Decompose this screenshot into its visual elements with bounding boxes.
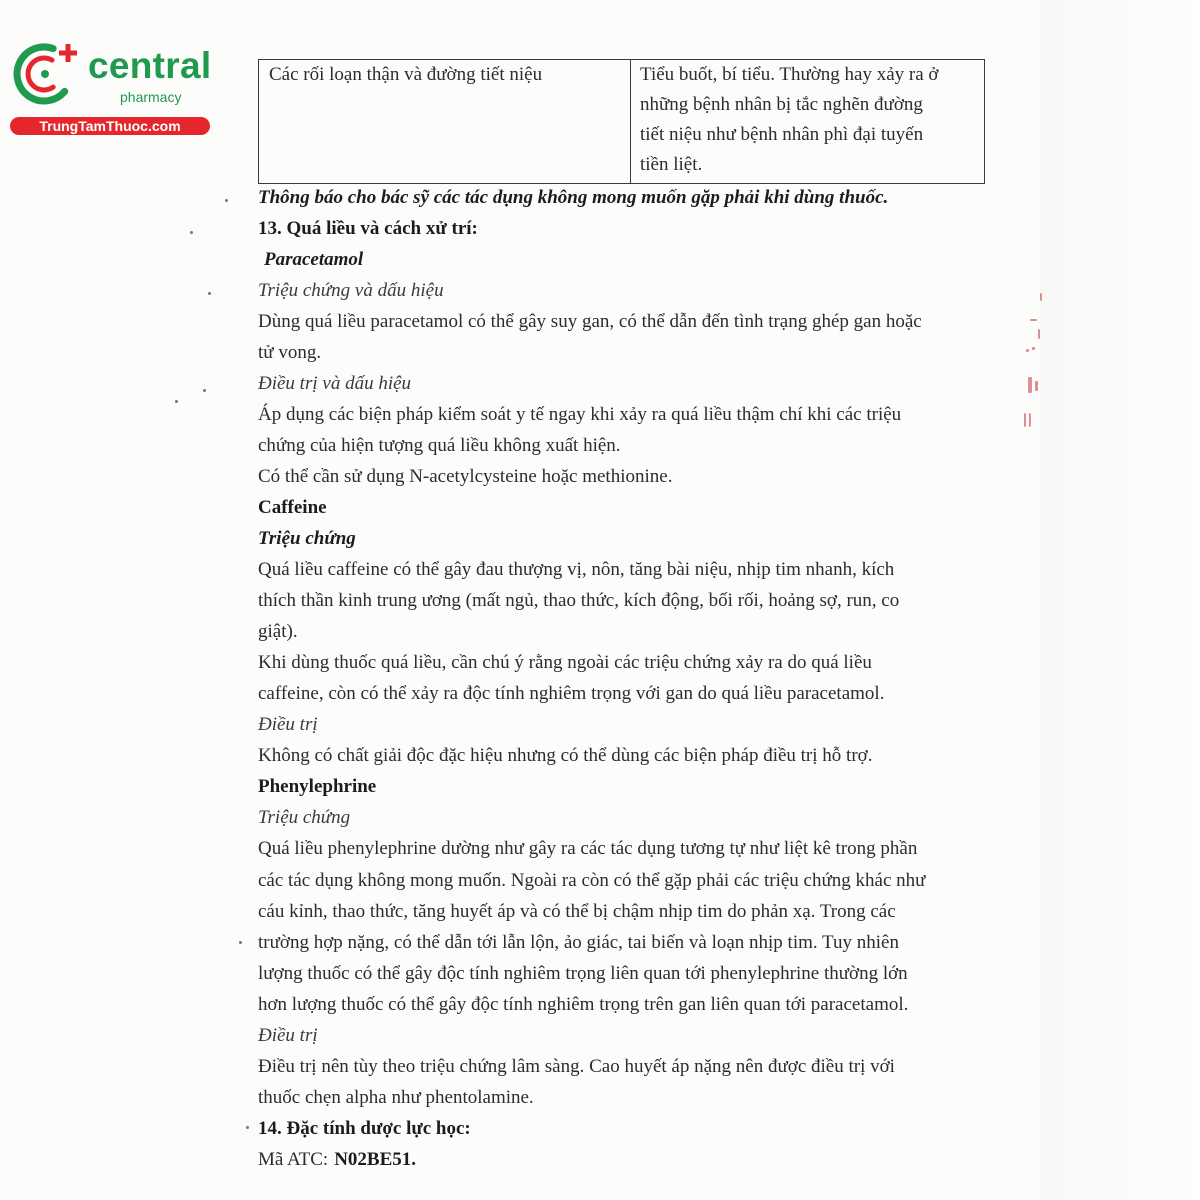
- scan-speck: [208, 292, 211, 295]
- subsection-label-treatment: Điều trị: [258, 714, 318, 736]
- central-pharmacy-logo: [8, 34, 218, 138]
- drug-subheading-caffeine: Caffeine: [258, 496, 327, 518]
- paragraph-line: hơn lượng thuốc có thể gây độc tính nghiêm trọng trên gan liên quan tới paracetamol.: [258, 993, 909, 1015]
- adverse-effects-table: [258, 59, 985, 184]
- atc-code: N02BE51.: [334, 1148, 417, 1170]
- paragraph-line: Không có chất giải độc đặc hiệu nhưng có thể dùng các biện pháp điều trị hỗ trợ.: [258, 745, 873, 767]
- paragraph-line: Quá liều caffeine có thể gây đau thượng vị, nôn, tăng bài niệu, nhịp tim nhanh, kích: [258, 559, 895, 581]
- paragraph-line: thích thần kinh trung ương (mất ngủ, thao thức, kích động, bối rối, hoảng sợ, run, co: [258, 590, 900, 612]
- central-pharmacy-c-cross-icon: [12, 38, 80, 106]
- table-cell-line: Tiểu buốt, bí tiểu. Thường hay xảy ra ở: [640, 64, 939, 85]
- scan-speck: [190, 231, 193, 234]
- table-cell-line: tiết niệu như bệnh nhân phì đại tuyến: [640, 124, 924, 145]
- paragraph-line: Điều trị nên tùy theo triệu chứng lâm sàng. Cao huyết áp nặng nên được điều trị với: [258, 1055, 895, 1077]
- paragraph-line: Quá liều phenylephrine dường như gây ra các tác dụng tương tự như liệt kê trong phần: [258, 838, 918, 860]
- drug-subheading-paracetamol: Paracetamol: [264, 248, 364, 270]
- scan-speck: [239, 941, 242, 944]
- logo-tagline: pharmacy: [120, 89, 182, 105]
- section-heading-overdose: 13. Quá liều và cách xử trí:: [258, 217, 478, 239]
- paragraph-line: Dùng quá liều paracetamol có thể gây suy gan, có thể dẫn đến tình trạng ghép gan hoặc: [258, 310, 922, 332]
- paragraph-line: cáu kỉnh, thao thức, tăng huyết áp và có thể bị chậm nhịp tim do phản xạ. Trong các: [258, 900, 896, 922]
- paragraph-line: Có thể cần sử dụng N-acetylcysteine hoặc methionine.: [258, 465, 673, 487]
- paragraph-line: caffeine, còn có thể xảy ra độc tính nghiêm trọng với gan do quá liều paracetamol.: [258, 683, 885, 705]
- paragraph-line: chứng của hiện tượng quá liều không xuất hiện.: [258, 434, 621, 456]
- logo-brand-text: central: [88, 45, 212, 86]
- drug-subheading-phenylephrine: Phenylephrine: [258, 776, 377, 798]
- paragraph-line: Áp dụng các biện pháp kiểm soát y tế ngay khi xảy ra quá liều thậm chí khi các triệu: [258, 403, 902, 425]
- paragraph-line: các tác dụng không mong muốn. Ngoài ra còn có thể gặp phải các triệu chứng khác như: [258, 869, 926, 891]
- subsection-label-symptoms: Triệu chứng: [258, 528, 356, 550]
- paragraph-line: trường hợp nặng, có thể dẫn tới lẫn lộn, ảo giác, tai biến và loạn nhịp tim. Tuy nhiên: [258, 931, 899, 953]
- paragraph-line: lượng thuốc có thể gây độc tính nghiêm trọng liên quan tới phenylephrine thường lớn: [258, 962, 908, 984]
- scan-speck: [225, 199, 228, 202]
- paragraph-line: tử vong.: [258, 341, 322, 363]
- scan-page-edge: [1040, 0, 1200, 1200]
- paragraph-line: Khi dùng thuốc quá liều, cần chú ý rằng ngoài các triệu chứng xảy ra do quá liều: [258, 652, 872, 674]
- subsection-label-symptoms: Triệu chứng và dấu hiệu: [258, 279, 444, 301]
- logo-website-banner: TrungTamThuoc.com: [10, 117, 210, 135]
- doctor-notice: Thông báo cho bác sỹ các tác dụng không mong muốn gặp phải khi dùng thuốc.: [258, 186, 889, 208]
- paragraph-line: giật).: [258, 621, 298, 643]
- section-heading-pharmacodynamics: 14. Đặc tính dược lực học:: [258, 1117, 471, 1139]
- table-cell-line: những bệnh nhân bị tắc nghẽn đường: [640, 94, 923, 115]
- scan-speck: [175, 400, 178, 403]
- atc-label: Mã ATC:: [258, 1148, 329, 1170]
- red-stamp-mark: [1018, 285, 1054, 445]
- subsection-label-treatment: Điều trị và dấu hiệu: [258, 372, 412, 394]
- paragraph-line: thuốc chẹn alpha như phentolamine.: [258, 1086, 534, 1108]
- scan-speck: [246, 1126, 249, 1129]
- table-cell-line: tiền liệt.: [640, 154, 703, 175]
- table-cell-organ-system: Các rối loạn thận và đường tiết niệu: [259, 60, 631, 183]
- subsection-label-symptoms: Triệu chứng: [258, 807, 351, 829]
- table-cell-effect: [631, 60, 984, 183]
- atc-code-line: [258, 1144, 1018, 1175]
- scan-speck: [203, 389, 206, 392]
- document-body: [258, 182, 1018, 1176]
- subsection-label-treatment: Điều trị: [258, 1024, 318, 1046]
